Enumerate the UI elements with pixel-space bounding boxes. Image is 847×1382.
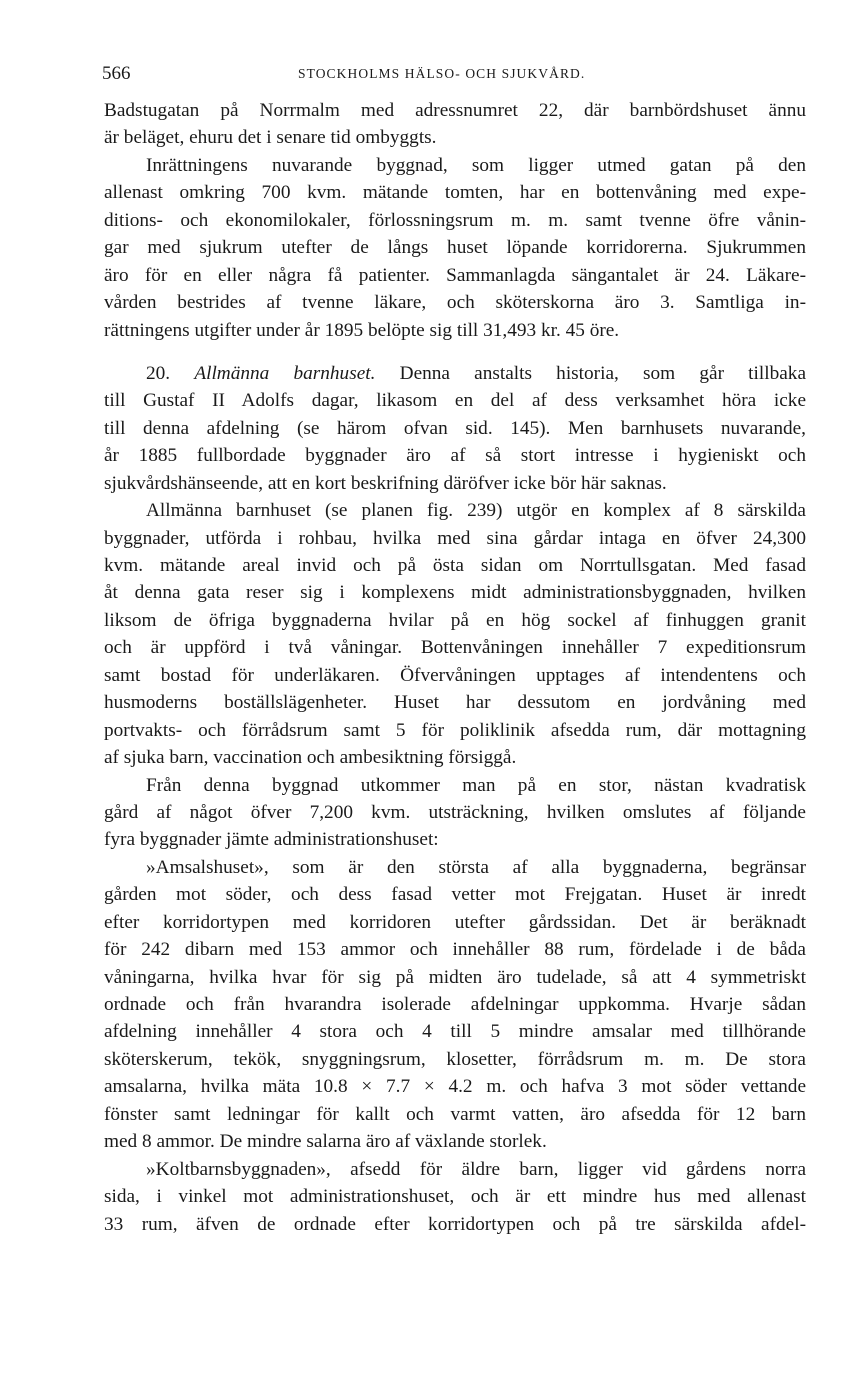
body-text [104, 97, 806, 1238]
text-line: portvakts- och förrådsrum samt 5 för poliklinik afsedda rum, där mottagning [104, 719, 806, 741]
text-line: 33 rum, äfven de ordnade efter korridortypen och på tre särskilda afdel- [104, 1213, 806, 1235]
text-line: »Koltbarnsbyggnaden», afsedd för äldre barn, ligger vid gårdens norra [146, 1158, 806, 1180]
text-line: sida, i vinkel mot administrationshuset, och är ett mindre hus med allenast [104, 1186, 806, 1208]
text-line: Allmänna barnhuset (se planen fig. 239) utgör en komplex af 8 särskilda [146, 500, 806, 522]
text-line: liksom de öfriga byggnaderna hvilar på en hög sockel af finhuggen granit [104, 609, 806, 631]
running-head: STOCKHOLMS HÄLSO- OCH SJUKVÅRD. [298, 66, 586, 81]
text-line: Badstugatan på Norrmalm med adressnumret 22, där barnbördshuset ännu [104, 100, 806, 121]
text-line: byggnader, utförda i rohbau, hvilka med sina gårdar intaga en öfver 24,300 [104, 527, 806, 549]
text-line: efter korridortypen med korridoren utefter gårdssidan. Det är beräknadt [104, 911, 806, 933]
text-line: med 8 ammor. De mindre salarna äro af växlande storlek. [104, 1131, 547, 1153]
text-line: husmoderns boställslägenheter. Huset har dessutom en jordvåning med [104, 692, 806, 714]
text-line: fyra byggnader jämte administrationshuset: [104, 829, 439, 851]
text-line: Inrättningens nuvarande byggnad, som ligger utmed gatan på den [146, 154, 806, 176]
text-line: samt bostad för underläkaren. Öfvervåningen upptages af intendentens och [104, 664, 806, 686]
text-line: af sjuka barn, vaccination och ambesiktning försiggå. [104, 747, 517, 769]
text-line: ditions- och ekonomilokaler, förlossningsrum m. m. samt tvenne öfre vånin- [104, 209, 806, 231]
section-title: Allmänna barnhuset. [194, 362, 376, 384]
text-line: gården mot söder, och dess fasad vetter mot Frejgatan. Huset är inredt [104, 884, 806, 906]
text-line: gar med sjukrum utefter de långs huset löpande korridorerna. Sjukrummen [104, 237, 806, 259]
section-number: 20. [146, 362, 171, 384]
text-line: år 1885 fullbordade byggnader äro af så stort intresse i hygieniskt och [104, 445, 806, 467]
text-line: sköterskerum, tekök, snyggningsrum, klosetter, förrådsrum m. m. De stora [104, 1048, 806, 1070]
page-number: 566 [102, 63, 131, 84]
section-intro-text: Denna anstalts historia, som går tillbaka [399, 362, 807, 384]
page-header [102, 63, 805, 85]
text-line: gård af något öfver 7,200 kvm. utsträckning, hvilken omslutes af följande [104, 801, 806, 823]
text-line: åt denna gata reser sig i komplexens midt administrationsbyggnaden, hvilken [104, 582, 806, 604]
text-line: för 242 dibarn med 153 ammor och innehåller 88 rum, fördelade i de båda [104, 939, 806, 961]
text-line: ordnade och från hvarandra isolerade afdelningar uppkomma. Hvarje sådan [104, 994, 806, 1015]
text-line: fönster samt ledningar för kallt och varmt vatten, äro afsedda för 12 barn [104, 1103, 806, 1125]
text-line: kvm. mätande areal invid och på östa sidan om Norrtullsgatan. Med fasad [104, 555, 806, 576]
text-line: allenast omkring 700 kvm. mätande tomten, har en bottenvåning med expe- [104, 182, 806, 204]
section-gap [104, 344, 806, 360]
section-heading-line [104, 360, 806, 387]
text-line: afdelning innehåller 4 stora och 4 till 5 mindre amsalar med tillhörande [104, 1021, 806, 1043]
text-line: »Amsalshuset», som är den största af alla byggnaderna, begränsar [146, 856, 806, 878]
text-line: amsalarna, hvilka mäta 10.8 × 7.7 × 4.2 m. och hafva 3 mot söder vettande [104, 1076, 806, 1098]
text-line: äro för en eller några få patienter. Sammanlagda sängantalet är 24. Läkare- [104, 264, 806, 286]
text-line: våningarna, hvilka hvar för sig på midten äro tudelade, så att 4 symmetriskt [104, 966, 806, 988]
text-line: och är uppförd i två våningar. Bottenvåningen innehåller 7 expeditionsrum [104, 637, 806, 659]
text-line: Från denna byggnad utkommer man på en stor, nästan kvadratisk [146, 774, 806, 796]
text-line: vården bestrides af tvenne läkare, och sköterskorna äro 3. Samtliga in- [104, 292, 806, 314]
text-line: är beläget, ehuru det i senare tid ombyggts. [104, 127, 437, 149]
text-line: rättningens utgifter under år 1895 belöpte sig till 31,493 kr. 45 öre. [104, 319, 620, 341]
text-line: till Gustaf II Adolfs dagar, likasom en del af dess verksamhet höra icke [104, 390, 806, 412]
text-line: sjukvårdshänseende, att en kort beskrifning däröfver icke bör här saknas. [104, 472, 667, 494]
text-line: till denna afdelning (se härom ofvan sid. 145). Men barnhusets nuvarande, [104, 417, 806, 439]
